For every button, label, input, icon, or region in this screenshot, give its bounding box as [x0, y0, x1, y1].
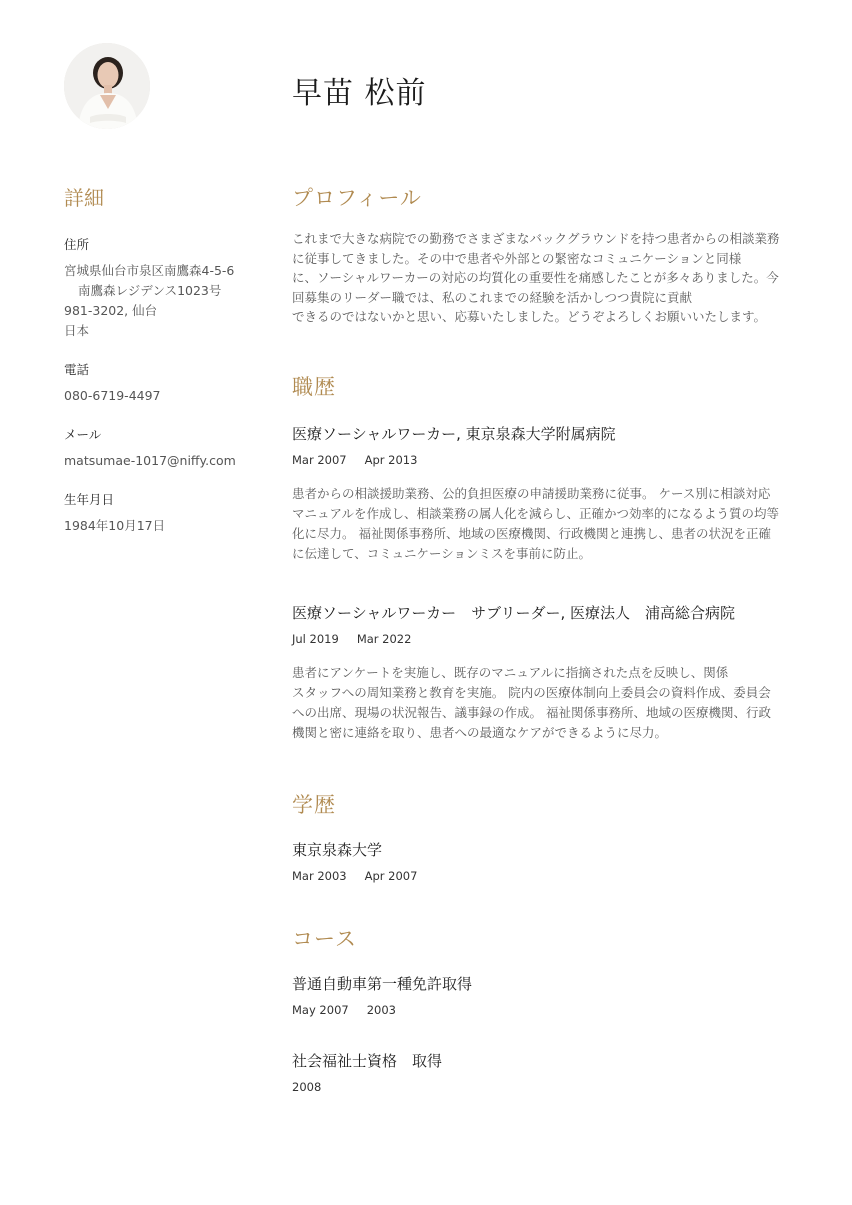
profile-line: に従事してきました。その中で患者や外部との緊密なコミュニケーションと同様 [292, 250, 742, 266]
experience-section [292, 371, 804, 743]
job-description-line: 機関と密に連絡を取り、患者への最適なケアができるように尽力。 [292, 724, 668, 740]
job-title: 医療ソーシャルワーカー サブリーダー, 医療法人 浦高総合病院 [292, 603, 736, 622]
birthday-block [64, 490, 264, 536]
job-dates [292, 453, 804, 467]
job-description-line: スタッフへの周知業務と教育を実施。 院内の医療体制向上委員会の資料作成、委員会 [292, 684, 771, 700]
birthday-label: 生年月日 [64, 492, 115, 507]
details-title: 詳細 [64, 186, 104, 210]
address-line: 981-3202, 仙台 [64, 303, 158, 318]
education-section [292, 789, 804, 883]
birthday-value: 1984年10月17日 [64, 518, 166, 533]
profile-section [292, 182, 804, 327]
address-line: 南鷹森レジデンス1023号 [78, 283, 222, 298]
phone-block [64, 360, 264, 406]
profile-title: プロフィール [292, 186, 422, 210]
main-content [292, 182, 804, 1094]
education-dates [292, 869, 804, 883]
courses-section [292, 923, 804, 1094]
address-line: 日本 [64, 323, 90, 338]
job-title: 医療ソーシャルワーカー, 東京泉森大学附属病院 [292, 424, 616, 443]
job-description [292, 663, 804, 743]
email-label: メール [64, 427, 102, 442]
profile-line: できるのではないかと思い、応募いたしました。どうぞよろしくお願いいたします。 [292, 309, 767, 324]
job-description-line: への出席、現場の状況報告、議事録の作成。 福祉関係事務所、地域の医療機関、行政 [292, 704, 771, 720]
education-school: 東京泉森大学 [292, 840, 383, 859]
job-description-line: 患者にアンケートを実施し、既存のマニュアルに指摘された点を反映し、関係 [292, 664, 729, 680]
job-entry [292, 423, 804, 564]
education-entry [292, 839, 804, 883]
experience-title: 職歴 [292, 374, 336, 399]
email-value: matsumae-1017@niffy.com [64, 453, 236, 468]
course-end-date: 2003 [366, 1002, 396, 1017]
profile-photo [64, 43, 150, 129]
course-title: 普通自動車第一種免許取得 [292, 974, 473, 993]
job-dates [292, 632, 804, 646]
job-description [292, 484, 804, 564]
candidate-name: 早苗 松前 [292, 76, 427, 111]
course-title: 社会福祉士資格 取得 [292, 1051, 443, 1070]
education-start-date: Mar 2003 [292, 868, 347, 883]
job-entry [292, 602, 804, 743]
job-start-date: Jul 2019 [292, 631, 339, 646]
course-entry [292, 973, 804, 1017]
details-sidebar [64, 182, 264, 555]
education-end-date: Apr 2007 [364, 868, 418, 883]
job-end-date: Mar 2022 [356, 631, 412, 646]
address-block [64, 235, 264, 341]
profile-line: に、ソーシャルワーカーの対応の均質化の重要性を痛感したことが多々ありました。今 [292, 270, 779, 285]
job-description-line: マニュアルを作成し、相談業務の属人化を減らし、正確かつ効率的になるよう質の均等 [292, 505, 780, 521]
phone-label: 電話 [64, 362, 90, 377]
course-start-date: May 2007 [292, 1002, 349, 1017]
job-description-line: に伝達して、コミュニケーションミスを事前に防止。 [292, 545, 592, 561]
job-description-line: 化に尽力。 福祉関係事務所、地域の医療機関、行政機関と連携し、患者の状況を正確 [292, 525, 771, 541]
course-dates [292, 1080, 804, 1094]
course-entry [292, 1050, 804, 1094]
address-line: 宮城県仙台市泉区南鷹森4-5-6 [64, 263, 235, 278]
course-dates [292, 1003, 804, 1017]
phone-value: 080-6719-4497 [64, 388, 161, 403]
job-description-line: 患者からの相談援助業務、公的負担医療の申請援助業務に従事。 ケース別に相談対応 [292, 485, 771, 501]
address-label: 住所 [64, 237, 90, 252]
education-title: 学歴 [292, 792, 336, 817]
courses-title: コース [292, 926, 357, 951]
profile-text [292, 229, 804, 327]
avatar [64, 43, 150, 129]
job-start-date: Mar 2007 [292, 452, 347, 467]
job-end-date: Apr 2013 [364, 452, 418, 467]
email-block [64, 425, 264, 471]
course-date: 2008 [292, 1079, 322, 1094]
profile-line: これまで大きな病院での勤務でさまざまなバックグラウンドを持つ患者からの相談業務 [292, 231, 780, 246]
profile-line: 回募集のリーダー職では、私のこれまでの経験を活かしつつ貴院に貢献 [292, 289, 693, 305]
